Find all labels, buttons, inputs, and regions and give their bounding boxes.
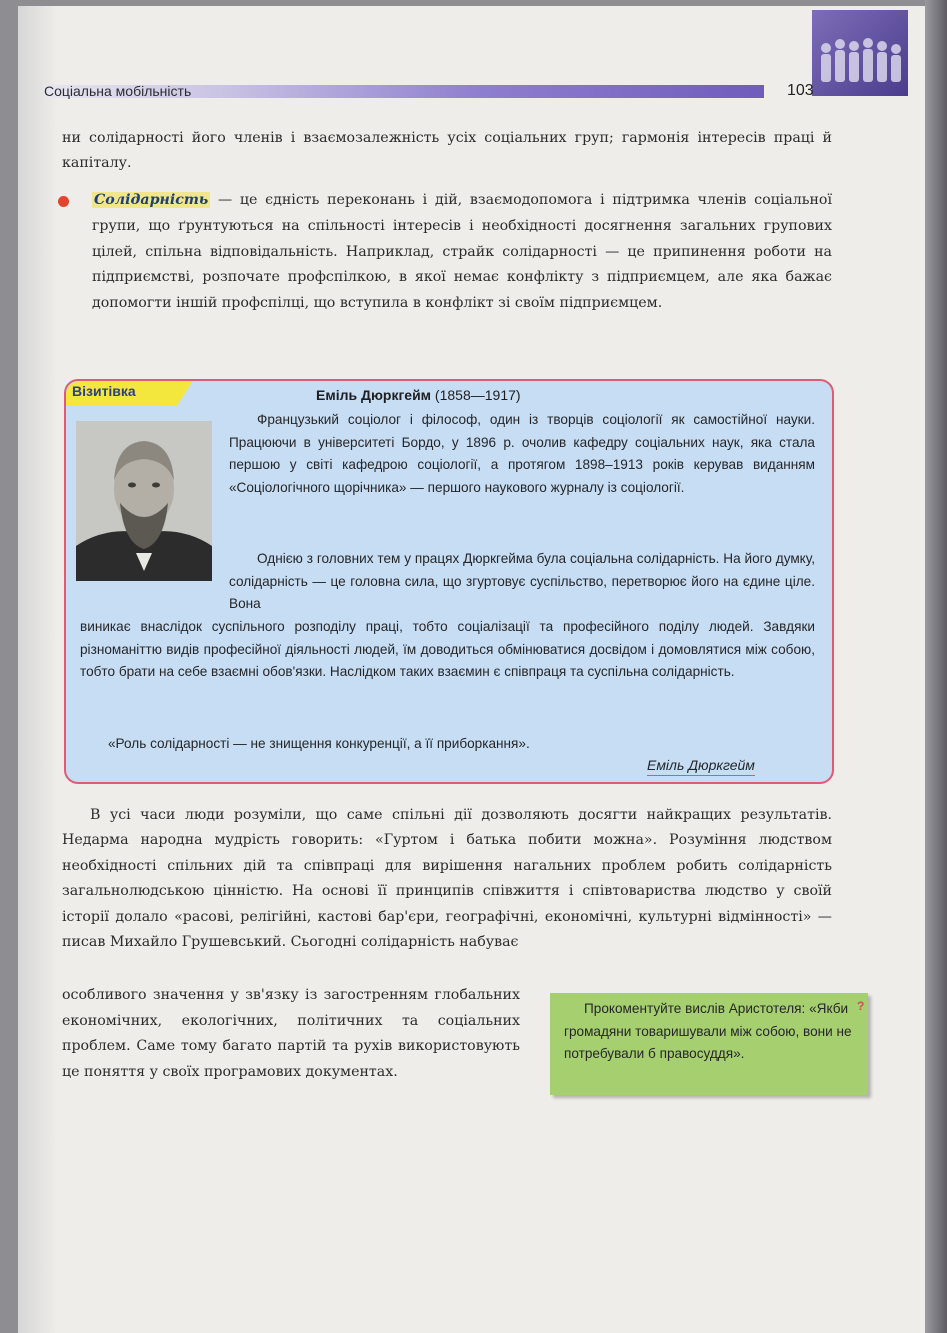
definition-text: — це єдність переконань і дій, взаємодопомога і підтримка членів соціальної групи, що ґрунтуються на спільності інтересів і необхідності досягнення загальних групових цілей, спільна відповідальність. Наприклад, страйк солідарності — це припинення роботи на підприємстві, розпочате профспілкою, в якої немає конфлікту з підприємцем, але яка бажає допомогти іншій профспілці, що вступила в конфлікт зі своїм підприємцем. <box>92 192 832 312</box>
biography-paragraph-1: Французький соціолог і філософ, один із творців соціології як самостійної науки. Працюючи в університеті Бордо, у 1896 р. очолив кафедру соціальних наук, яка стала першою у світі кафедрою соціології, а протягом 1898–1913 років керував виданням «Соціологічного щорічника» — першого наукового журналу із соціології. <box>229 412 815 495</box>
vizytivka-tag-label: Візитівка <box>72 383 136 399</box>
durkheim-quote: «Роль солідарності — не знищення конкуренції, а її приборкання». <box>108 736 530 751</box>
biography-paragraph-2-start: Однією з головних тем у працях Дюркгейма була соціальна солідарність. На його думку, солідарність — це головна сила, що згуртовує суспільство, перетворює його на єдине ціле. Вона <box>229 551 815 612</box>
definition-term: Солідарність <box>94 192 209 208</box>
biography-paragraph-2-end: виникає внаслідок суспільного розподілу праці, тобто соціалізації та професійного поділу людей. Завдяки різноманіттю видів професійної діяльності людей, їм доводиться обмінюватися досвідом і домовлятися між собою, тобто брати на себе взаємні обов'язки. Наслідком таких взаємин є співпраця та суспільна солідарність. <box>80 619 815 680</box>
person-years: (1858—1917) <box>431 387 521 403</box>
book-edge <box>925 0 947 1333</box>
page-gutter-shadow <box>18 6 58 1333</box>
main-paragraph: В усі часи люди розуміли, що саме спільні дії дозволяють досягти найкращих результатів. Недарма народна мудрість говорить: «Гуртом і батька побити можна». Розуміння людством необхідності спільних дій та співпраці для вирішення нагальних проблем робить солідарність загальнолюдською цінністю. На основі її принципів співжиття і співтовариства людство у своїй історії долало «расові, релігійні, кастові бар'єри, географічні, економічні, культурні відмінності» — писав Михайло Грушевський. Сьогодні солідарність набуває <box>62 807 832 951</box>
durkheim-portrait <box>76 421 212 581</box>
vizytivka-heading <box>316 387 521 403</box>
intro-paragraph: ни солідарності його членів і взаємозалежність усіх соціальних груп; гармонія інтересів праці й капіталу. <box>62 130 832 171</box>
page-number: 103 <box>787 82 814 99</box>
quote-author: Еміль Дюркгейм <box>647 757 755 776</box>
question-mark-icon: ? <box>857 999 865 1013</box>
main-paragraph-end: особливого значення у зв'язку із загостренням глобальних економічних, екологічних, політичних та соціальних проблем. Саме тому багато партій та рухів використовують це поняття у своїх програмових документах. <box>62 987 520 1080</box>
bullet-dot-icon <box>58 196 69 207</box>
person-name: Еміль Дюркгейм <box>316 387 432 403</box>
section-title: Соціальна мобільність <box>44 83 192 99</box>
question-text: Прокоментуйте вислів Аристотеля: «Якби громадяни товаришували між собою, вони не потребували б правосуддя». <box>564 1001 852 1062</box>
running-header <box>44 80 924 102</box>
definition-paragraph <box>92 188 832 317</box>
